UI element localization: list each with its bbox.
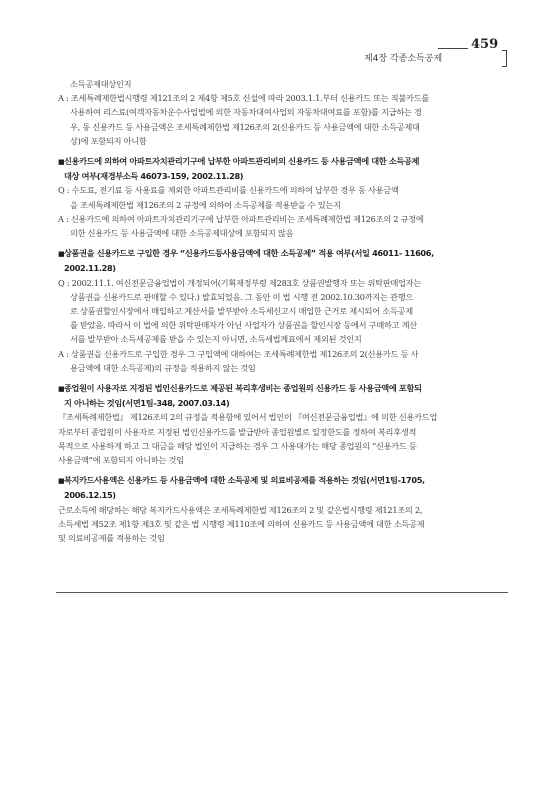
body-line: 로 상품권할인시장에서 매입하고 계산서를 발부받아 소득세신고시 매입한 근거로 제시되어 소득공제 <box>70 306 413 317</box>
body-line: 사용하여 리스료(여객자동차운수사업법에 의한 자동차대여사업의 자동차대여료를 포함)를 지급하는 경 <box>70 107 422 118</box>
header-bracket <box>502 50 507 67</box>
footer-rule <box>56 592 508 593</box>
section-heading: ■복지카드사용액은 신용카드 등 사용금액에 대한 소득공제 및 의료비공제를 적용하는 것임(서면1팀-1705, <box>58 473 506 488</box>
bullet-icon: ■ <box>58 385 65 394</box>
body-line: 를 받았음. 따라서 이 법에 의한 위탁판매자가 아닌 사업자가 상품권을 할인시장 등에서 구매하고 계산 <box>70 320 417 331</box>
body-line: 상)에 포함되지 아니함 <box>70 135 147 146</box>
body-line: 근로소득에 해당하는 해당 복지카드사용액은 조세특례제한법 제126조의 2 및 같은법시행령 제121조의 2, <box>58 504 423 515</box>
body-line: 우, 동 신용카드 등 사용금액은 조세특례제한법 제126조의 2(신용카드 등 사용금액에 대한 소득공제대 <box>70 121 420 132</box>
body-line: 목적으로 사용하게 하고 그 대금을 해당 법인이 지급하는 경우 그 사용대가는 해당 종업원의 “신용카드 등 <box>58 440 417 451</box>
bullet-icon: ■ <box>58 477 65 486</box>
page-number: 459 <box>471 37 499 52</box>
body-line: 『조세특례제한법』 제126조의 2의 규정을 적용함에 있어서 법인이 『여신전문금융업법』에 의한 신용카드업 <box>58 412 438 423</box>
section-heading-cont: 지 아니하는 것임(서면1팀-348, 2007.03.14) <box>64 398 230 409</box>
body-line: 소득공제대상인지 <box>70 79 132 89</box>
section-heading-cont: 대상 여부(재경부소득 46073-159, 2002.11.28) <box>64 171 244 182</box>
answer-line: A : 신용카드에 의하여 아파트자치관리기구에 납부한 아파트관리비는 조세특례제한법 제126조의 2 규정에 <box>58 213 424 224</box>
bullet-icon: ■ <box>58 250 65 259</box>
chapter-title: 제4장 각종소득공제 <box>364 54 443 64</box>
answer-line: A : 상품권을 신용카드로 구입한 경우 그 구입액에 대하여는 조세특례제한법 제126조의 2(신용카드 등 사 <box>58 348 419 359</box>
question-line: Q : 수도료, 전기료 등 사용료를 제외한 아파트관리비를 신용카드에 의하여 납부한 경우 동 사용금액 <box>58 185 399 196</box>
section-heading: ■신용카드에 의하여 아파트자치관리기구에 납부한 아파트관리비의 신용카드 등 사용금액에 대한 소득공제 <box>58 154 506 169</box>
body-line: 용금액에 대한 소득공제)의 규정을 적용하지 않는 것임 <box>70 362 256 373</box>
body-line: 서를 발부받아 소득세공제를 받을 수 있는지 아니면, 소득세법계표에서 제외된 것인지 <box>70 334 362 345</box>
body-line: 자로부터 종업원이 사용자로 지정된 법인신용카드를 발급받아 종업원별로 일정한도를 정하여 복리후생적 <box>58 426 417 437</box>
header-rule <box>438 48 468 49</box>
body-line: 및 의료비공제를 적용하는 것임 <box>58 533 165 544</box>
section-heading-cont: 2006.12.15) <box>64 490 116 501</box>
body-line: 소득세법 제52조 제1항 제3호 및 같은 법 시행령 제110조에 의하여 신용카드 등 사용금액에 대한 소득공제 <box>58 518 425 529</box>
body-line: 사용금액”에 포함되지 아니하는 것임 <box>58 455 184 466</box>
body-line: 의한 신용카드 등 사용금액에 대한 소득공제대상에 포함되지 않음 <box>70 228 294 239</box>
section-heading: ■상품권을 신용카드로 구입한 경우 “신용카드등사용금액에 대한 소득공제” 적용 여부(서일 46011- 11606, <box>58 246 506 261</box>
bullet-icon: ■ <box>58 158 65 167</box>
page-body <box>58 77 506 545</box>
section-heading-cont: 2002.11.28) <box>64 263 116 274</box>
page-header <box>360 38 510 68</box>
answer-line: A : 조세특례제한법시행령 제121조의 2 제4항 제5호 신설에 따라 2003.1.1.부터 신용카드 또는 직불카드를 <box>58 93 430 104</box>
section-heading: ■종업원이 사용자로 지정된 법인신용카드로 제공된 복리후생비는 종업원의 신용카드 등 사용금액에 포함되 <box>58 381 506 396</box>
question-line: Q : 2002.11.1. 여신전문금융업법이 개정되어(기획재정부령 제283호 상품권발행자 또는 위탁판매업자는 <box>58 277 422 288</box>
body-line: 을 조세특례제한법 제126조의 2 규정에 의하여 소득공제를 적용받을 수 있는지 <box>70 199 341 210</box>
body-line: 상품권을 신용카드로 판매할 수 있다.) 발효되었음. 그 동안 이 법 시행 전 2002.10.30까지는 관행으 <box>70 291 414 302</box>
